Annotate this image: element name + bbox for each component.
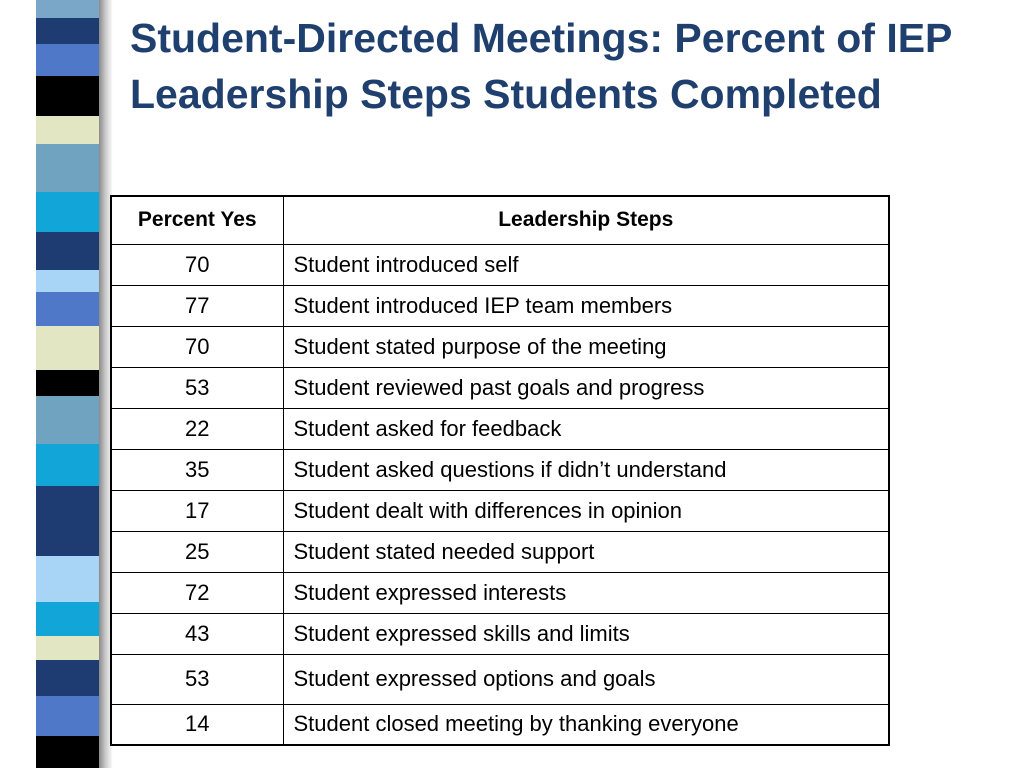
leadership-steps-table-container [110,195,888,745]
step-cell: Student reviewed past goals and progress [283,367,889,408]
column-header-percent-yes: Percent Yes [111,196,283,244]
stripe-segment [36,696,99,736]
percent-cell: 70 [111,244,283,285]
table-header-row [111,196,889,244]
stripe-segment [36,292,99,326]
table-row [111,244,889,285]
percent-cell: 70 [111,326,283,367]
stripe-segment [36,76,99,116]
stripe-segment [36,396,99,444]
stripe-segment [36,370,99,396]
stripe-segment [36,326,99,370]
stripe-segment [36,636,99,660]
percent-cell: 35 [111,449,283,490]
stripe-segment [36,44,99,76]
stripe-segment [36,556,99,602]
stripe-segment [36,270,99,292]
percent-cell: 77 [111,285,283,326]
percent-cell: 53 [111,654,283,704]
table-row [111,285,889,326]
step-cell: Student dealt with differences in opinion [283,490,889,531]
stripe-segment [36,736,99,768]
stripe-segment [36,232,99,270]
table-row [111,326,889,367]
table-row [111,449,889,490]
column-header-leadership-steps: Leadership Steps [283,196,889,244]
step-cell: Student expressed options and goals [283,654,889,704]
step-cell: Student asked questions if didn’t understand [283,449,889,490]
table-row [111,367,889,408]
percent-cell: 17 [111,490,283,531]
slide-title: Student-Directed Meetings: Percent of IEP Leadership Steps Students Completed [130,15,952,117]
step-cell: Student asked for feedback [283,408,889,449]
decorative-stripe-bar [36,0,99,768]
table-row [111,572,889,613]
step-cell: Student introduced self [283,244,889,285]
table-row [111,531,889,572]
percent-cell: 72 [111,572,283,613]
leadership-steps-table [110,195,890,746]
table-row [111,704,889,745]
stripe-segment [36,444,99,486]
step-cell: Student stated needed support [283,531,889,572]
stripe-segment [36,660,99,696]
table-row [111,490,889,531]
stripe-segment [36,144,99,192]
stripe-segment [36,18,99,44]
stripe-segment [36,116,99,144]
percent-cell: 14 [111,704,283,745]
stripe-segment [36,486,99,556]
table-row [111,654,889,704]
step-cell: Student expressed interests [283,572,889,613]
table-row [111,613,889,654]
table-row [111,408,889,449]
percent-cell: 22 [111,408,283,449]
step-cell: Student closed meeting by thanking everyone [283,704,889,745]
stripe-segment [36,192,99,232]
stripe-segment [36,0,99,18]
step-cell: Student stated purpose of the meeting [283,326,889,367]
step-cell: Student introduced IEP team members [283,285,889,326]
percent-cell: 25 [111,531,283,572]
step-cell: Student expressed skills and limits [283,613,889,654]
percent-cell: 53 [111,367,283,408]
percent-cell: 43 [111,613,283,654]
stripe-segment [36,602,99,636]
